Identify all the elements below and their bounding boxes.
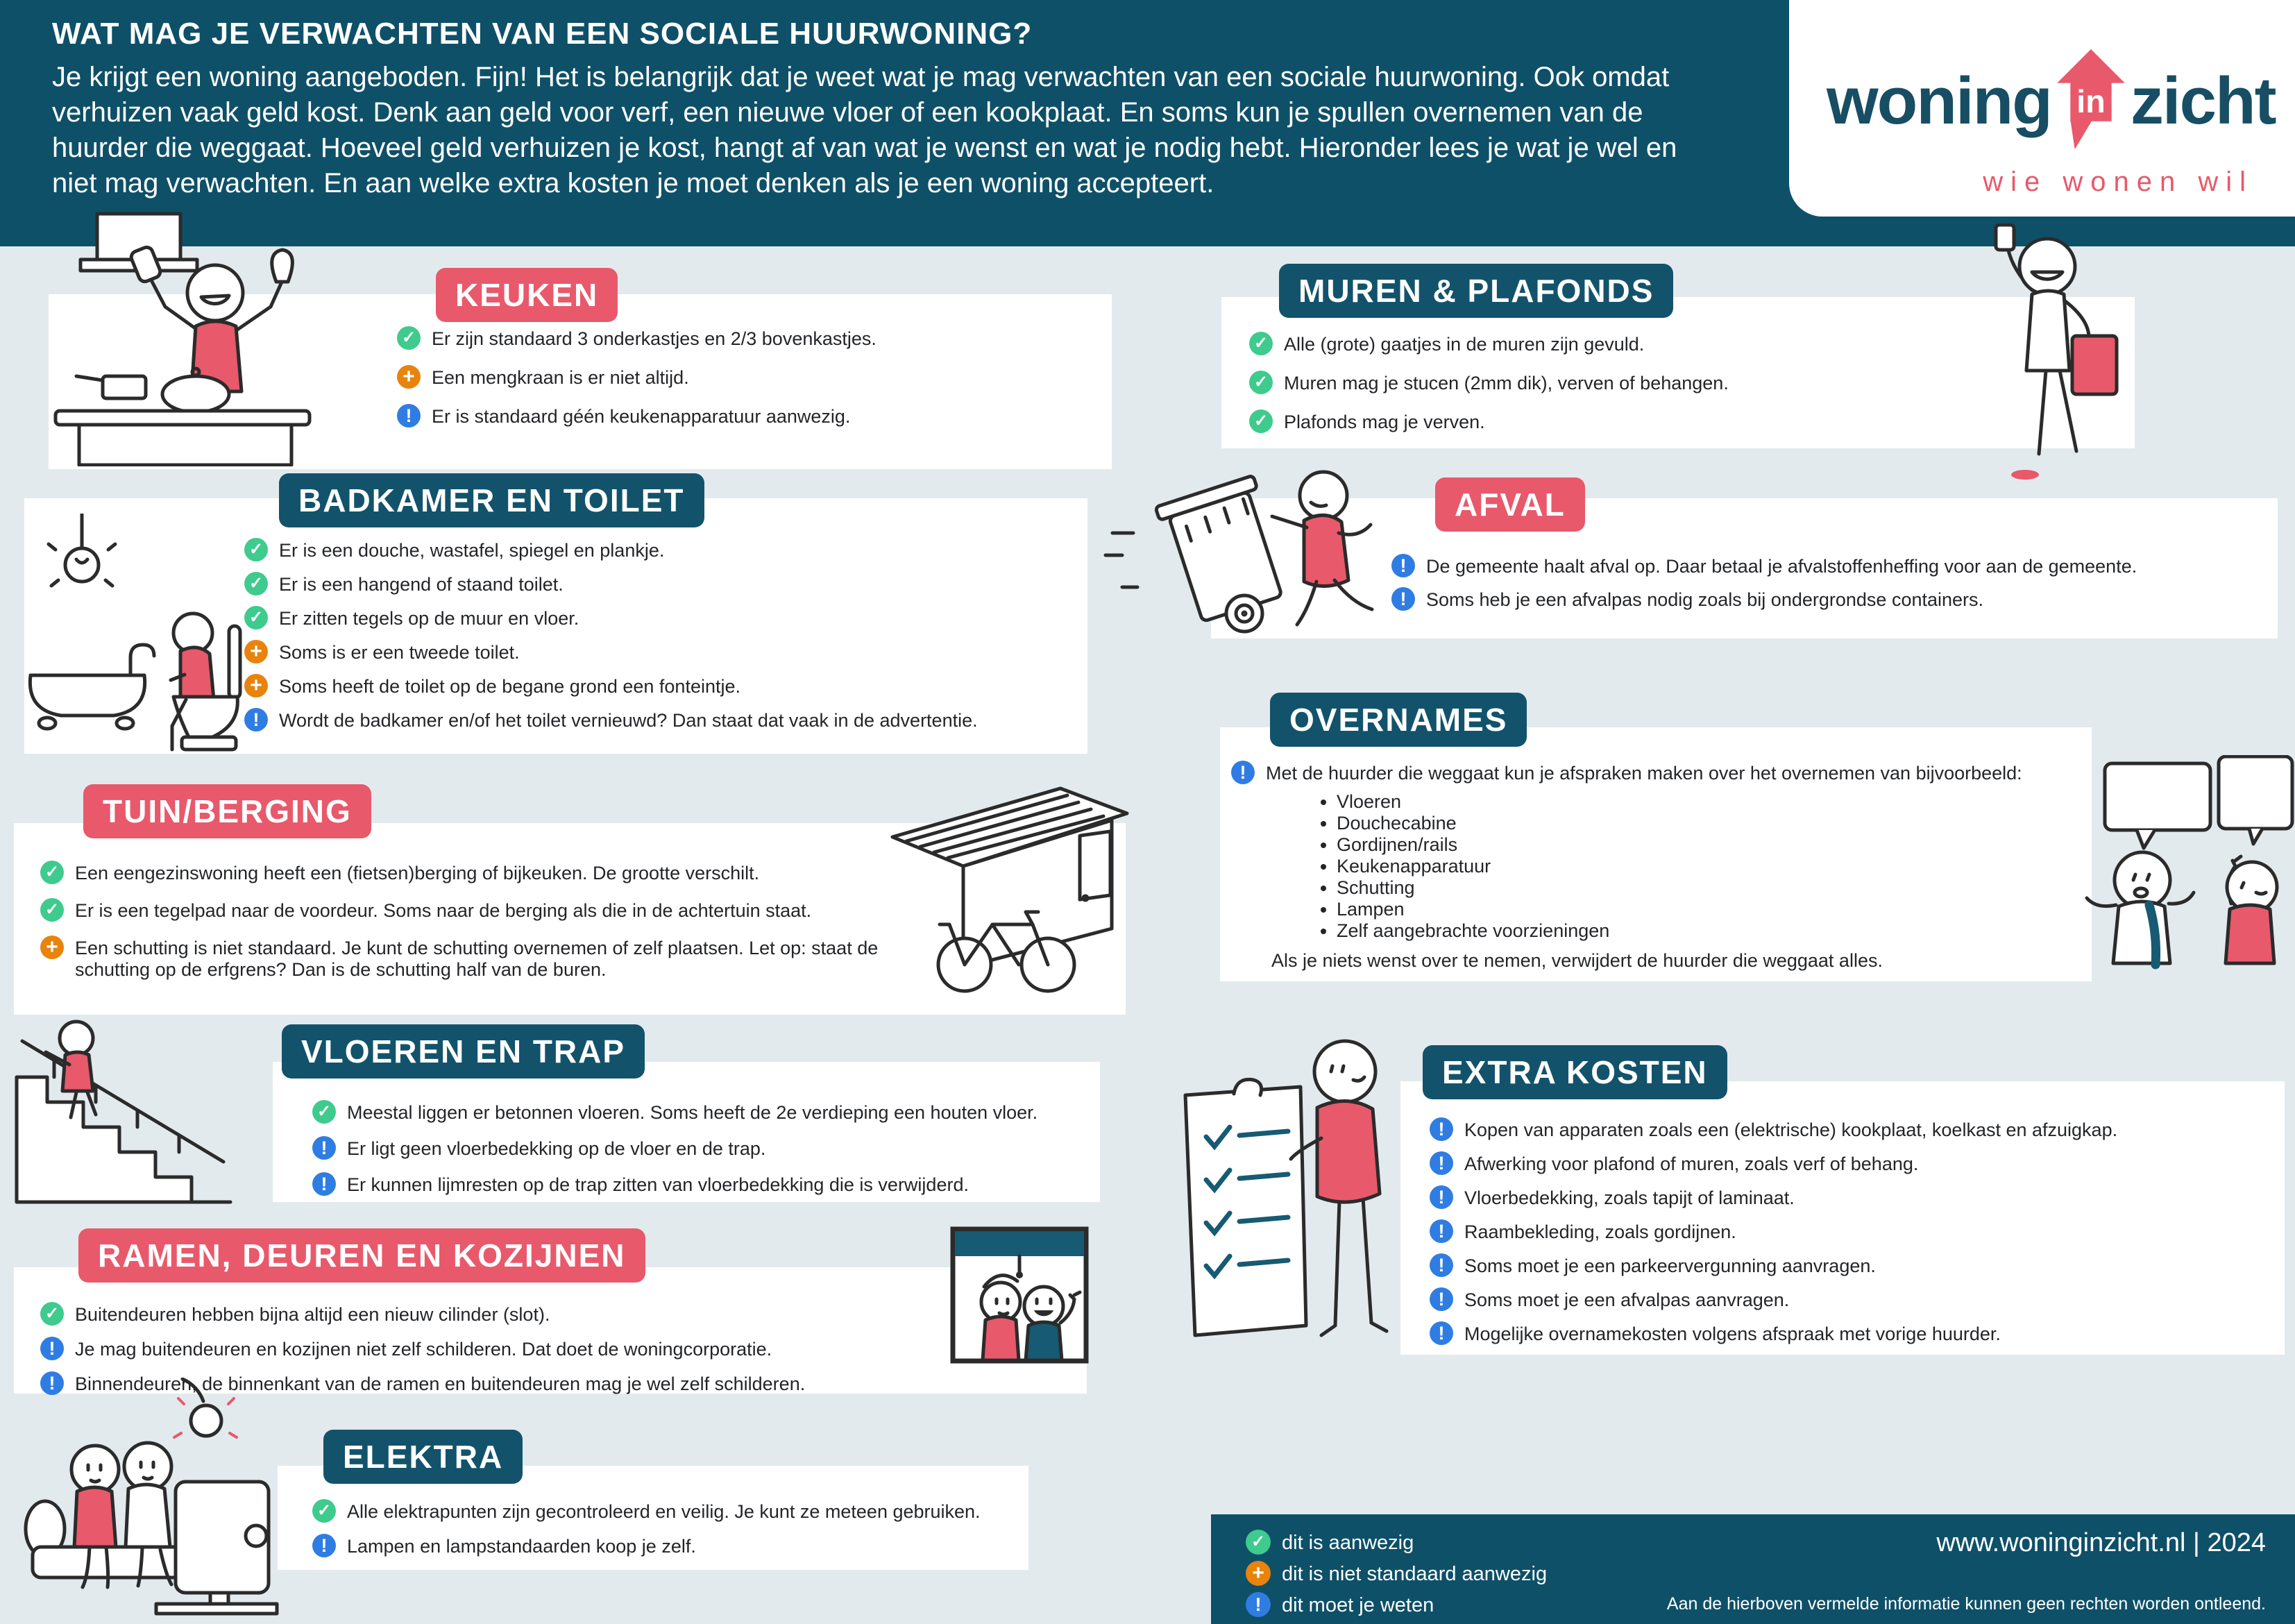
bathroom-illustration [28, 514, 243, 753]
check-icon: ✓ [1249, 371, 1273, 394]
legend-item: ✓ dit is aanwezig [1246, 1530, 2295, 1555]
legend-item: + dit is niet standaard aanwezig [1246, 1561, 2295, 1586]
plus-icon: + [40, 936, 64, 959]
exclamation-icon: ! [1391, 587, 1415, 611]
section-label-afval: AFVAL [1435, 477, 1585, 532]
website-url: www.woninginzicht.nl | 2024 [1936, 1528, 2266, 1557]
section-vloeren [273, 1062, 1100, 1202]
section-label-overnames: OVERNAMES [1270, 693, 1527, 747]
window-illustration [949, 1226, 1090, 1366]
list-item: + Een schutting is niet standaard. Je kunt de schutting overnemen of zelf plaatsen. Let op: staat de schutting op de erfgrens? Dan is de schutting half van de buren. [40, 936, 1105, 981]
list-item: ! Soms moet je een parkeervergunning aanvragen. [1430, 1253, 2271, 1277]
section-label-tuin: TUIN/BERGING [83, 784, 371, 838]
logo-wordmark [1827, 64, 2276, 151]
section-label-elektra: ELEKTRA [323, 1430, 523, 1484]
section-overnames [1220, 727, 2092, 981]
check-icon: ✓ [244, 606, 268, 629]
overnames-outro: Als je niets wenst over te nemen, verwijdert de huurder die weggaat alles. [1271, 950, 1883, 971]
page-title: WAT MAG JE VERWACHTEN VAN EEN SOCIALE HUURWONING? [52, 17, 1033, 51]
bullet-item: • Gordijnen/rails [1337, 834, 2082, 856]
section-label-muren: MUREN & PLAFONDS [1279, 264, 1673, 318]
section-label-ramen: RAMEN, DEUREN EN KOZIJNEN [78, 1228, 645, 1283]
check-icon: ✓ [397, 326, 421, 350]
plus-icon: + [244, 674, 268, 697]
logo-word-woning: woning [1827, 64, 2051, 138]
section-label-extra-kosten: EXTRA KOSTEN [1423, 1045, 1727, 1099]
disclaimer-text: Aan de hierboven vermelde informatie kunnen geen rechten worden ontleend. [1666, 1594, 2266, 1614]
list-item: ! Soms moet je een afvalpas aanvragen. [1430, 1287, 2271, 1311]
bullet-item: • Keukenapparatuur [1337, 856, 2082, 877]
list-item: ! Binnendeuren, de binnenkant van de ramen en buitendeuren mag je wel zelf schilderen. [40, 1371, 1073, 1395]
exclamation-icon: ! [312, 1534, 336, 1557]
painter-illustration [1943, 223, 2151, 491]
checklist-illustration [1174, 1026, 1403, 1355]
list-item: ! Je mag buitendeuren en kozijnen niet zelf schilderen. Dat doet de woningcorporatie. [40, 1337, 1073, 1360]
bullet-item: • Schutting [1337, 877, 2082, 899]
list-item: ! Met de huurder die weggaat kun je afspraken maken over het overnemen van bijvoorbeeld: [1231, 761, 2082, 784]
check-icon: ✓ [244, 572, 268, 595]
intro-text: Je krijgt een woning aangeboden. Fijn! Het is belangrijk dat je weet wat je mag verwachten van een sociale huurwoning. Ook omdat verhuizen vaak geld kost. Denk aan geld voor verf, een nieuwe vloer of een kookplaat. En soms kun je spullen overnemen van de huurder die weggaat. Hoeveel geld verhuizen je kost, hangt af van wat je wenst en wat je nodig hebt. Hieronder lees je wat je wel en niet mag verwachten. En aan welke extra kosten je moet denken als je een woning accepteert. [52, 62, 1677, 198]
stairs-illustration [12, 997, 235, 1205]
bullet-item: • Lampen [1337, 899, 2082, 920]
list-item: ✓ Buitendeuren hebben bijna altijd een nieuw cilinder (slot). [40, 1302, 1073, 1326]
section-extra-kosten [1400, 1081, 2285, 1355]
check-icon: ✓ [312, 1499, 336, 1523]
exclamation-icon: ! [312, 1172, 336, 1196]
list-item: + Soms is er een tweede toilet. [244, 640, 1067, 663]
conversation-illustration [2072, 755, 2295, 976]
list-item: + Een mengkraan is er niet altijd. [397, 365, 1091, 389]
list-item: ! Lampen en lampstandaarden koop je zelf. [312, 1534, 1015, 1557]
exclamation-icon: ! [40, 1371, 64, 1395]
list-item: ! Er kunnen lijmresten op de trap zitten van vloerbedekking die is verwijderd. [312, 1172, 1086, 1196]
legend-item: ! dit moet je weten [1246, 1592, 2295, 1617]
exclamation-icon: ! [312, 1136, 336, 1160]
kitchen-illustration [36, 208, 328, 466]
list-item: ! Er is standaard géén keukenapparatuur aanwezig. [397, 404, 1091, 428]
exclamation-icon: ! [244, 708, 268, 731]
list-item: ✓ Er zijn standaard 3 onderkastjes en 2/3 bovenkastjes. [397, 326, 1091, 350]
check-icon: ✓ [40, 1302, 64, 1326]
logo-tagline: wie wonen wil [1983, 167, 2253, 197]
list-item: ✓ Er zitten tegels op de muur en vloer. [244, 606, 1067, 629]
list-item: ! Soms heb je een afvalpas nodig zoals bij ondergrondse containers. [1391, 587, 2264, 611]
exclamation-icon: ! [1430, 1287, 1453, 1311]
logo-word-zicht: zicht [2130, 64, 2276, 138]
exclamation-icon: ! [1430, 1185, 1453, 1209]
exclamation-icon: ! [1246, 1592, 1271, 1617]
plus-icon: + [397, 365, 421, 389]
exclamation-icon: ! [1430, 1321, 1453, 1345]
list-item: ✓ Meestal liggen er betonnen vloeren. Soms heeft de 2e verdieping een houten vloer. [312, 1100, 1086, 1124]
check-icon: ✓ [244, 538, 268, 561]
list-item: ✓ Er is een hangend of staand toilet. [244, 572, 1067, 595]
list-item: ! Kopen van apparaten zoals een (elektrische) kookplaat, koelkast en afzuigkap. [1430, 1117, 2271, 1141]
couch-tv-illustration [17, 1378, 281, 1619]
list-item: ! Er ligt geen vloerbedekking op de vloer en de trap. [312, 1136, 1086, 1160]
list-item: ! Raambekleding, zoals gordijnen. [1430, 1219, 2271, 1243]
list-item: ! Afwerking voor plafond of muren, zoals verf of behang. [1430, 1151, 2271, 1175]
exclamation-icon: ! [40, 1337, 64, 1360]
section-label-badkamer: BADKAMER EN TOILET [279, 473, 704, 527]
exclamation-icon: ! [1430, 1219, 1453, 1243]
list-item: ✓ Plafonds mag je verven. [1249, 409, 2114, 433]
list-item: ✓ Muren mag je stucen (2mm dik), verven of behangen. [1249, 371, 2114, 394]
check-icon: ✓ [1249, 409, 1273, 433]
exclamation-icon: ! [397, 404, 421, 428]
check-icon: ✓ [1249, 332, 1273, 355]
section-ramen [14, 1267, 1087, 1394]
legend [1211, 1514, 2295, 1624]
list-item: ✓ Alle elektrapunten zijn gecontroleerd en veilig. Je kunt ze meteen gebruiken. [312, 1499, 1015, 1523]
bullet-item: • Douchecabine [1337, 813, 2082, 834]
check-icon: ✓ [40, 861, 64, 884]
logo-house-icon [2054, 47, 2128, 151]
plus-icon: + [244, 640, 268, 663]
list-item: ! Wordt de badkamer en/of het toilet vernieuwd? Dan staat dat vaak in de advertentie. [244, 708, 1067, 731]
list-item: ! Mogelijke overnamekosten volgens afspraak met vorige huurder. [1430, 1321, 2271, 1345]
list-item: + Soms heeft de toilet op de begane grond een fonteintje. [244, 674, 1067, 697]
section-label-keuken: KEUKEN [436, 268, 618, 322]
list-item: ✓ Alle (grote) gaatjes in de muren zijn gevuld. [1249, 332, 2114, 355]
exclamation-icon: ! [1430, 1253, 1453, 1277]
overnames-bullet-list [1317, 791, 2082, 942]
check-icon: ✓ [312, 1100, 336, 1124]
list-item: ! De gemeente haalt afval op. Daar betaal je afvalstoffenheffing voor aan de gemeente. [1391, 554, 2264, 577]
trash-bin-illustration [1100, 450, 1384, 638]
check-icon: ✓ [1246, 1530, 1271, 1555]
logo [1789, 0, 2295, 217]
list-item: ✓ Een eengezinswoning heeft een (fietsen)berging of bijkeuken. De grootte verschilt. [40, 861, 1105, 884]
exclamation-icon: ! [1430, 1151, 1453, 1175]
plus-icon: + [1246, 1561, 1271, 1586]
list-item: ! Vloerbedekking, zoals tapijt of laminaat. [1430, 1185, 2271, 1209]
section-label-vloeren: VLOEREN EN TRAP [282, 1024, 645, 1079]
exclamation-icon: ! [1391, 554, 1415, 577]
check-icon: ✓ [40, 898, 64, 922]
logo-word-in: in [2076, 83, 2106, 120]
bullet-item: • Vloeren [1337, 791, 2082, 813]
bullet-item: • Zelf aangebrachte voorzieningen [1337, 920, 2082, 942]
exclamation-icon: ! [1430, 1117, 1453, 1141]
exclamation-icon: ! [1231, 761, 1255, 784]
shed-illustration [883, 781, 1134, 998]
list-item: ✓ Er is een tegelpad naar de voordeur. Soms naar de berging als die in de achtertuin staat. [40, 898, 1105, 922]
list-item: ✓ Er is een douche, wastafel, spiegel en plankje. [244, 538, 1067, 561]
